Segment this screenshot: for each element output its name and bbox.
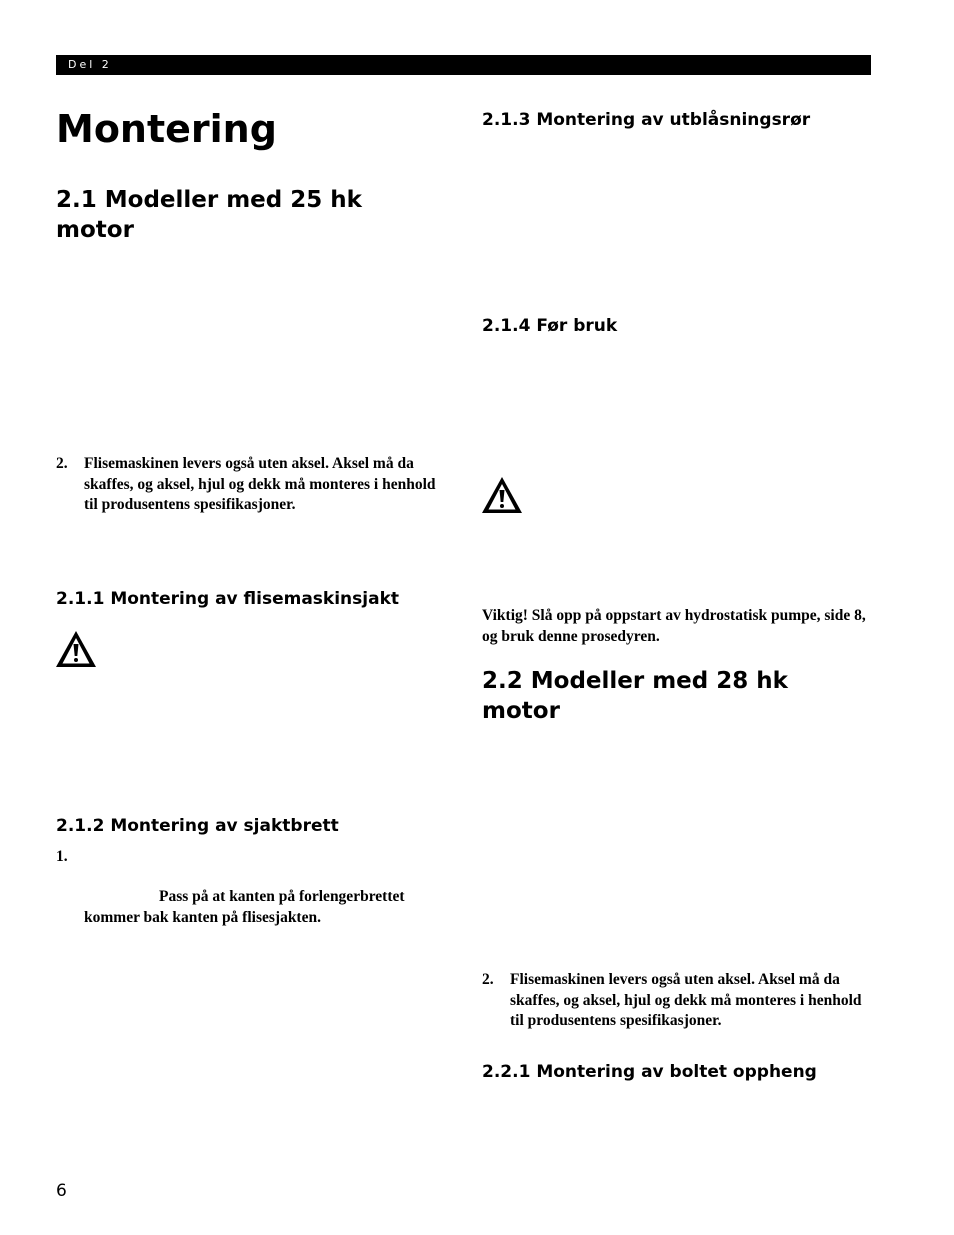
list-number: 2. xyxy=(56,455,68,472)
heading-2-1-3: 2.1.3 Montering av utblåsningsrør xyxy=(482,110,811,130)
list-item-2-right xyxy=(482,970,867,1034)
page-number: 6 xyxy=(56,1181,67,1201)
heading-2-2-1: 2.2.1 Montering av boltet oppheng xyxy=(482,1062,817,1082)
important-note: Viktig! Slå opp på oppstart av hydrostatisk pumpe, side 8, og bruk denne prosedyren. xyxy=(482,607,866,645)
list-number: 2. xyxy=(482,971,494,988)
list-text: Flisemaskinen levers også uten aksel. Aksel må da skaffes, og aksel, hjul og dekk må monteres i henhold til produsentens spesifikasjoner. xyxy=(84,455,436,513)
list-text-line-1: Pass på at kanten på forlengerbrettet xyxy=(159,888,405,905)
list-item-2-left xyxy=(56,454,441,518)
page-title: Montering xyxy=(56,107,277,151)
section-label: Del 2 xyxy=(68,58,112,71)
warning-triangle-icon xyxy=(55,630,97,668)
heading-2-1-1: 2.1.1 Montering av flisemaskinsjakt xyxy=(56,589,400,609)
section-header-bar xyxy=(56,55,871,75)
warning-triangle-icon xyxy=(481,476,523,514)
list-text-line-2: kommer bak kanten på flisesjakten. xyxy=(84,909,321,926)
heading-2-1-4: 2.1.4 Før bruk xyxy=(482,316,618,336)
list-number: 1. xyxy=(56,848,68,865)
heading-2-2: 2.2 Modeller med 28 hk motor xyxy=(482,668,788,724)
heading-2-1: 2.1 Modeller med 25 hk motor xyxy=(56,187,362,243)
list-text: Flisemaskinen levers også uten aksel. Aksel må da skaffes, og aksel, hjul og dekk må monteres i henhold til produsentens spesifikasjoner. xyxy=(510,971,862,1029)
heading-2-1-2: 2.1.2 Montering av sjaktbrett xyxy=(56,816,339,836)
